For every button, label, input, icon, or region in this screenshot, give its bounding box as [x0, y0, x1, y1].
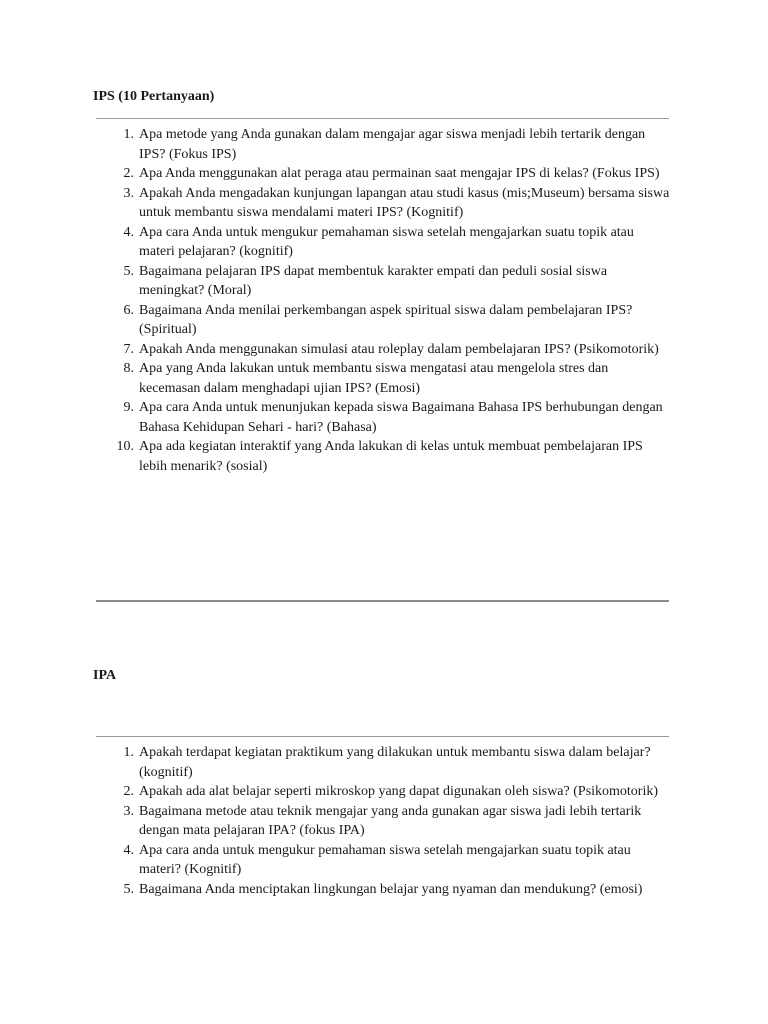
question-text: Apakah terdapat kegiatan praktikum yang dilakukan untuk membantu siswa dalam belajar? (kognitif): [139, 745, 651, 780]
question-text: Bagaimana Anda menilai perkembangan aspek spiritual siswa dalam pembelajaran IPS? (Spiritual): [139, 302, 633, 337]
ips-question-7: 7. Apakah Anda menggunakan simulasi atau roleplay dalam pembelajaran IPS? (Psikomotorik): [96, 340, 672, 360]
ipa-question-5: 5. Bagaimana Anda menciptakan lingkungan belajar yang nyaman dan mendukung? (emosi): [96, 880, 672, 900]
question-text: Apa ada kegiatan interaktif yang Anda lakukan di kelas untuk membuat pembelajaran IPS lebih menarik? (sosial): [139, 439, 643, 474]
ipa-question-list: [96, 743, 672, 899]
question-text: Apa cara Anda untuk mengukur pemahaman siswa setelah mengajarkan suatu topik atau materi pelajaran? (kognitif): [139, 224, 634, 259]
ips-question-4: 4. Apa cara Anda untuk mengukur pemahaman siswa setelah mengajarkan suatu topik atau materi pelajaran? (kognitif): [96, 223, 672, 262]
ips-top-divider: [96, 118, 669, 119]
question-text: Bagaimana Anda menciptakan lingkungan belajar yang nyaman dan mendukung? (emosi): [139, 881, 643, 897]
question-text: Apa metode yang Anda gunakan dalam mengajar agar siswa menjadi lebih tertarik dengan IPS? (Fokus IPS): [139, 127, 646, 162]
ipa-heading: IPA: [93, 668, 117, 683]
ips-question-6: 6. Bagaimana Anda menilai perkembangan aspek spiritual siswa dalam pembelajaran IPS? (Spiritual): [96, 301, 672, 340]
question-text: Apakah Anda menggunakan simulasi atau roleplay dalam pembelajaran IPS? (Psikomotorik): [139, 341, 659, 357]
question-text: Apa cara anda untuk mengukur pemahaman siswa setelah mengajarkan suatu topik atau materi? (Kognitif): [139, 842, 631, 877]
ipa-question-3: 3. Bagaimana metode atau teknik mengajar yang anda gunakan agar siswa jadi lebih tertarik dengan mata pelajaran IPA? (fokus IPA): [96, 802, 672, 841]
ipa-question-1: 1. Apakah terdapat kegiatan praktikum yang dilakukan untuk membantu siswa dalam belajar? (kognitif): [96, 743, 672, 782]
question-text: Bagaimana pelajaran IPS dapat membentuk karakter empati dan peduli sosial siswa meningkat? (Moral): [139, 263, 608, 298]
ips-heading: IPS (10 Pertanyaan): [93, 89, 215, 104]
ips-question-5: 5. Bagaimana pelajaran IPS dapat membentuk karakter empati dan peduli sosial siswa meningkat? (Moral): [96, 262, 672, 301]
question-text: Apakah Anda mengadakan kunjungan lapangan atau studi kasus (mis;Museum) bersama siswa untuk membantu siswa mendalami materi IPS? (Kognitif): [139, 185, 670, 220]
question-text: Apa cara Anda untuk menunjukan kepada siswa Bagaimana Bahasa IPS berhubungan dengan Bahasa Kehidupan Sehari - hari? (Bahasa): [139, 400, 663, 435]
question-text: Apakah ada alat belajar seperti mikroskop yang dapat digunakan oleh siswa? (Psikomotorik): [139, 784, 659, 799]
ipa-top-divider: [96, 736, 669, 737]
ips-question-3: 3. Apakah Anda mengadakan kunjungan lapangan atau studi kasus (mis;Museum) bersama siswa untuk membantu siswa mendalami materi IPS? (Kognitif): [96, 184, 672, 223]
question-text: Apa yang Anda lakukan untuk membantu siswa mengatasi atau mengelola stres dan kecemasan dalam menghadapi ujian IPS? (Emosi): [139, 361, 609, 396]
ips-question-9: 9. Apa cara Anda untuk menunjukan kepada siswa Bagaimana Bahasa IPS berhubungan dengan Bahasa Kehidupan Sehari - hari? (Bahasa): [96, 398, 672, 437]
ips-question-8: 8. Apa yang Anda lakukan untuk membantu siswa mengatasi atau mengelola stres dan kecemasan dalam menghadapi ujian IPS? (Emosi): [96, 359, 672, 398]
question-text: Apa Anda menggunakan alat peraga atau permainan saat mengajar IPS di kelas? (Fokus IPS): [139, 166, 660, 181]
question-text: Bagaimana metode atau teknik mengajar yang anda gunakan agar siswa jadi lebih tertarik dengan mata pelajaran IPA? (fokus IPA): [139, 803, 642, 838]
ipa-question-2: 2. Apakah ada alat belajar seperti mikroskop yang dapat digunakan oleh siswa? (Psikomotorik): [96, 782, 672, 802]
ips-question-1: 1. Apa metode yang Anda gunakan dalam mengajar agar siswa menjadi lebih tertarik dengan IPS? (Fokus IPS): [96, 125, 672, 164]
ips-question-list: [96, 125, 672, 476]
ips-question-10: 10. Apa ada kegiatan interaktif yang Anda lakukan di kelas untuk membuat pembelajaran IPS lebih menarik? (sosial): [96, 437, 672, 476]
ipa-question-4: 4. Apa cara anda untuk mengukur pemahaman siswa setelah mengajarkan suatu topik atau materi? (Kognitif): [96, 841, 672, 880]
section-divider: [96, 600, 669, 602]
ips-question-2: 2. Apa Anda menggunakan alat peraga atau permainan saat mengajar IPS di kelas? (Fokus IPS): [96, 164, 672, 184]
